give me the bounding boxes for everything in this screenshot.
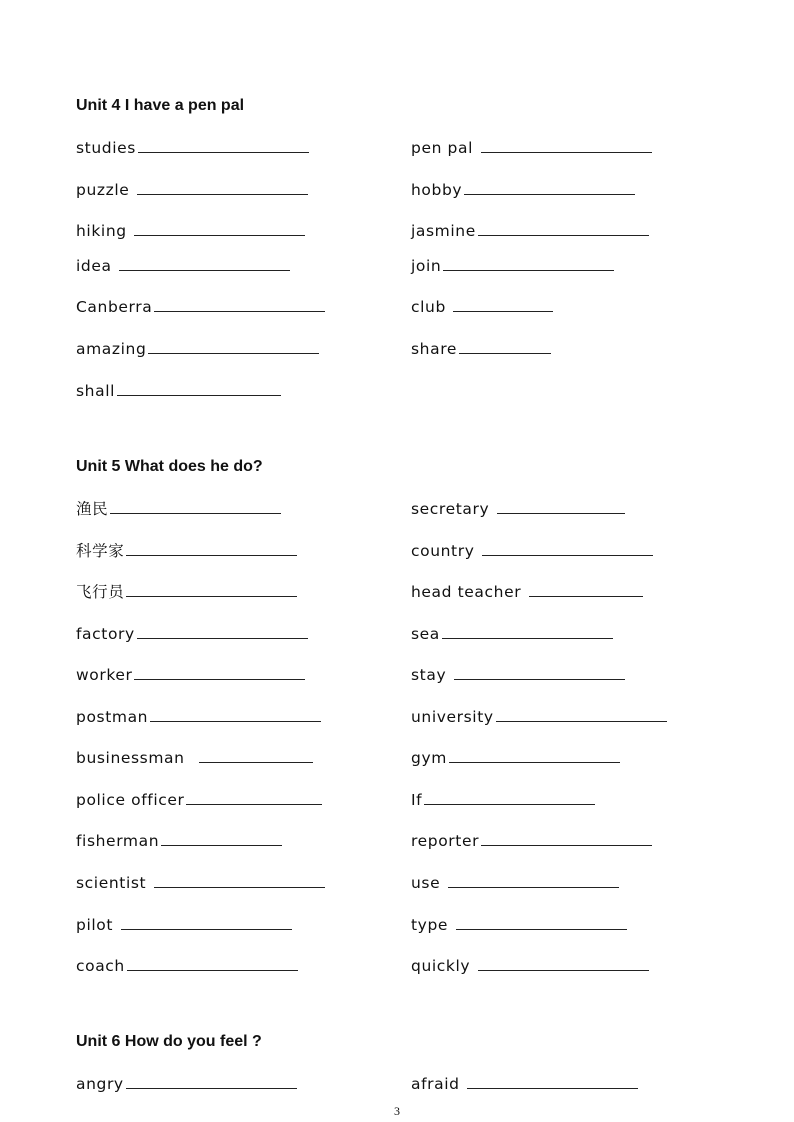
answer-blank[interactable] xyxy=(134,235,305,236)
vocab-term: angry xyxy=(76,1075,124,1093)
answer-blank[interactable] xyxy=(459,353,551,354)
vocab-entry xyxy=(411,180,635,200)
vocab-entry xyxy=(411,707,667,727)
vocab-term: shall xyxy=(76,382,116,400)
answer-blank[interactable] xyxy=(443,270,614,271)
answer-blank[interactable] xyxy=(127,970,298,971)
answer-blank[interactable] xyxy=(424,804,595,805)
vocab-term: 科学家 xyxy=(76,542,125,560)
vocab-term: club xyxy=(411,298,446,316)
vocab-term: studies xyxy=(76,139,136,157)
page-number: 3 xyxy=(394,1104,400,1118)
answer-blank[interactable] xyxy=(137,638,308,639)
vocab-entry xyxy=(76,956,298,976)
vocab-entry xyxy=(76,180,308,200)
vocab-term: 渔民 xyxy=(76,500,109,518)
vocab-term: reporter xyxy=(411,832,480,850)
vocab-term: worker xyxy=(76,666,133,684)
vocab-entry xyxy=(76,707,321,727)
vocab-entry xyxy=(411,665,625,685)
vocab-entry xyxy=(76,1074,297,1094)
answer-blank[interactable] xyxy=(481,845,652,846)
vocab-term: country xyxy=(411,542,475,560)
answer-blank[interactable] xyxy=(119,270,290,271)
answer-blank[interactable] xyxy=(154,311,325,312)
vocab-entry xyxy=(411,1074,638,1094)
answer-blank[interactable] xyxy=(481,152,652,153)
vocab-entry xyxy=(76,297,325,317)
vocab-entry xyxy=(76,381,281,401)
vocab-term: gym xyxy=(411,749,447,767)
vocab-entry xyxy=(411,748,620,768)
vocab-term: factory xyxy=(76,625,135,643)
answer-blank[interactable] xyxy=(453,311,553,312)
vocab-term: puzzle xyxy=(76,181,130,199)
vocab-entry xyxy=(411,956,649,976)
vocab-entry xyxy=(76,915,292,935)
answer-blank[interactable] xyxy=(464,194,635,195)
vocab-term: use xyxy=(411,874,441,892)
vocab-entry xyxy=(411,790,595,810)
answer-blank[interactable] xyxy=(138,152,309,153)
vocab-term: postman xyxy=(76,708,149,726)
vocab-term: Canberra xyxy=(76,298,153,316)
vocab-entry xyxy=(411,339,551,359)
answer-blank[interactable] xyxy=(449,762,620,763)
answer-blank[interactable] xyxy=(126,555,297,556)
vocab-entry xyxy=(411,873,619,893)
answer-blank[interactable] xyxy=(456,929,627,930)
vocab-entry xyxy=(76,499,281,519)
vocab-term: secretary xyxy=(411,500,490,518)
vocab-term: scientist xyxy=(76,874,147,892)
vocab-term: afraid xyxy=(411,1075,460,1093)
vocab-term: idea xyxy=(76,257,112,275)
vocab-term: type xyxy=(411,916,449,934)
vocab-entry xyxy=(411,541,653,561)
vocab-entry xyxy=(411,221,649,241)
answer-blank[interactable] xyxy=(110,513,281,514)
vocab-entry xyxy=(76,541,297,561)
vocab-entry xyxy=(411,499,625,519)
vocab-term: fisherman xyxy=(76,832,160,850)
unit-4-heading: Unit 4 I have a pen pal xyxy=(76,97,245,114)
answer-blank[interactable] xyxy=(467,1088,638,1089)
vocab-term: hobby xyxy=(411,181,463,199)
vocab-entry xyxy=(411,256,614,276)
answer-blank[interactable] xyxy=(478,970,649,971)
vocab-term: pilot xyxy=(76,916,114,934)
vocab-entry xyxy=(76,790,322,810)
vocab-entry xyxy=(76,831,282,851)
vocab-term: pen pal xyxy=(411,139,473,157)
answer-blank[interactable] xyxy=(497,513,625,514)
answer-blank[interactable] xyxy=(117,395,281,396)
vocab-entry xyxy=(76,256,290,276)
vocab-term: hiking xyxy=(76,222,127,240)
vocab-entry xyxy=(76,339,319,359)
vocab-term: share xyxy=(411,340,457,358)
answer-blank[interactable] xyxy=(126,596,297,597)
answer-blank[interactable] xyxy=(478,235,649,236)
answer-blank[interactable] xyxy=(161,845,282,846)
answer-blank[interactable] xyxy=(150,721,321,722)
vocab-entry xyxy=(411,915,627,935)
vocab-term: join xyxy=(411,257,442,275)
vocab-term: quickly xyxy=(411,957,471,975)
vocab-term: 飞行员 xyxy=(76,583,125,601)
vocab-entry xyxy=(76,221,305,241)
answer-blank[interactable] xyxy=(126,1088,297,1089)
vocab-entry xyxy=(76,138,309,158)
vocab-entry xyxy=(76,624,308,644)
vocab-term: If xyxy=(411,791,423,809)
vocab-entry xyxy=(411,138,652,158)
vocab-entry xyxy=(411,624,613,644)
answer-blank[interactable] xyxy=(454,679,625,680)
vocab-entry xyxy=(76,582,297,602)
answer-blank[interactable] xyxy=(186,804,322,805)
answer-blank[interactable] xyxy=(448,887,619,888)
answer-blank[interactable] xyxy=(148,353,319,354)
answer-blank[interactable] xyxy=(137,194,308,195)
vocab-term: businessman xyxy=(76,749,185,767)
vocab-term: jasmine xyxy=(411,222,476,240)
vocab-entry xyxy=(411,297,553,317)
vocab-term: stay xyxy=(411,666,447,684)
answer-blank[interactable] xyxy=(529,596,643,597)
vocab-term: sea xyxy=(411,625,440,643)
answer-blank[interactable] xyxy=(496,721,667,722)
vocab-entry xyxy=(76,873,325,893)
answer-blank[interactable] xyxy=(482,555,653,556)
vocab-term: coach xyxy=(76,957,125,975)
vocab-term: head teacher xyxy=(411,583,522,601)
answer-blank[interactable] xyxy=(199,762,313,763)
answer-blank[interactable] xyxy=(442,638,613,639)
unit-6-heading: Unit 6 How do you feel ? xyxy=(76,1033,262,1050)
vocab-entry xyxy=(76,665,305,685)
vocab-term: amazing xyxy=(76,340,147,358)
vocab-entry xyxy=(411,831,652,851)
answer-blank[interactable] xyxy=(154,887,325,888)
vocab-term: university xyxy=(411,708,494,726)
answer-blank[interactable] xyxy=(134,679,305,680)
vocab-term: police officer xyxy=(76,791,185,809)
answer-blank[interactable] xyxy=(121,929,292,930)
unit-5-heading: Unit 5 What does he do? xyxy=(76,458,263,475)
vocab-entry xyxy=(411,582,643,602)
vocab-entry xyxy=(76,748,313,768)
